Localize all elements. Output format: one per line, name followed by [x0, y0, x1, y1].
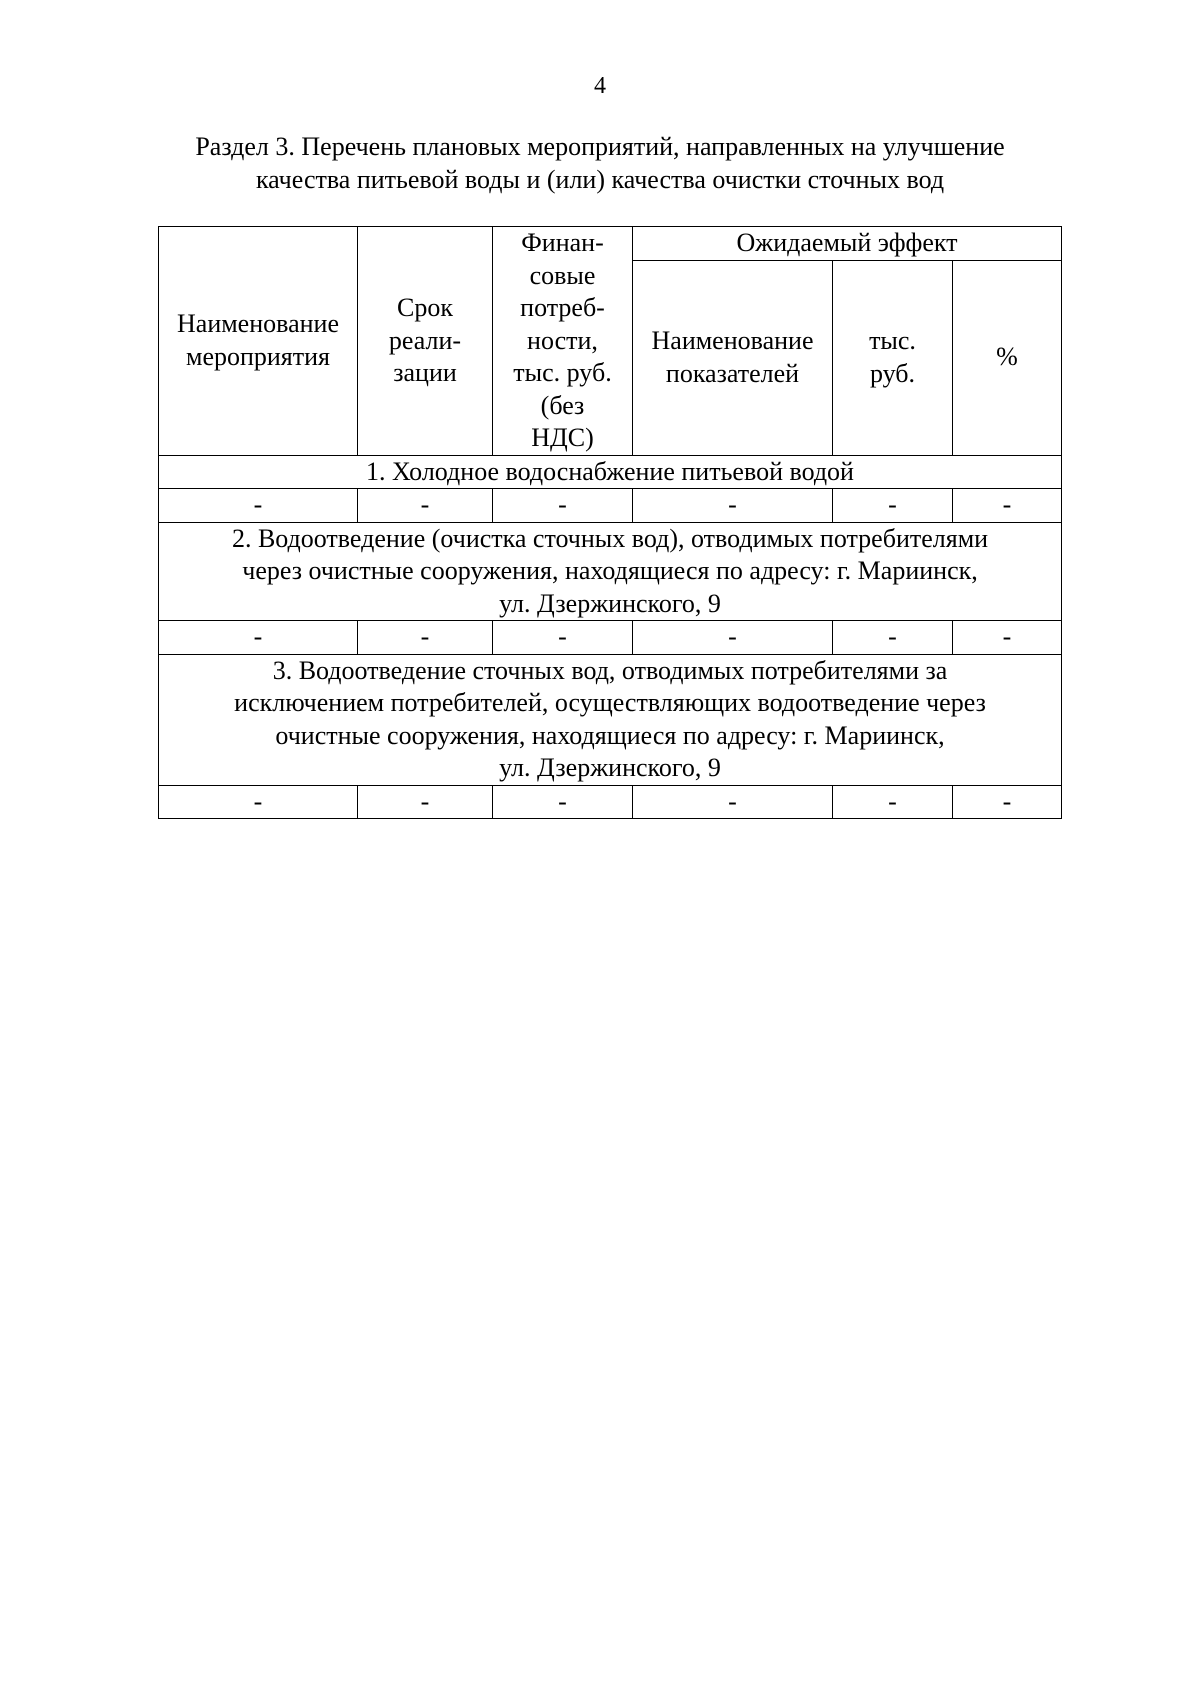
- table-cell: -: [953, 621, 1062, 655]
- table-cell: -: [833, 785, 953, 819]
- table-cell: -: [633, 785, 833, 819]
- table-cell: -: [358, 489, 493, 523]
- table-row: [159, 785, 1062, 819]
- header-text-line: зации: [393, 358, 457, 387]
- table-cell: -: [159, 489, 358, 523]
- section-text-line: 2. Водоотведение (очистка сточных вод), отводимых потребителями: [231, 523, 989, 553]
- section-row: [159, 654, 1062, 785]
- section-row: [159, 455, 1062, 489]
- table-cell: -: [358, 785, 493, 819]
- section-text-line: ул. Дзержинского, 9: [499, 753, 721, 782]
- section-row: [159, 522, 1062, 621]
- section-title-cell: [159, 455, 1062, 489]
- header-expected-effect: Ожидаемый эффект: [633, 227, 1062, 261]
- section-text-line: через очистные сооружения, находящиеся по адресу: г. Мариинск,: [242, 556, 978, 585]
- header-text-line: Срок: [397, 293, 453, 322]
- section-text-line: 3. Водоотведение сточных вод, отводимых потребителями за: [272, 655, 948, 685]
- section-title-cell: [159, 522, 1062, 621]
- section-text-line: исключением потребителей, осуществляющих водоотведение через: [234, 688, 986, 717]
- table-cell: -: [493, 785, 633, 819]
- table-cell: -: [358, 621, 493, 655]
- section-title: [150, 130, 1050, 196]
- header-row: [159, 227, 1062, 261]
- measures-table: [158, 226, 1062, 819]
- header-text-line: руб.: [869, 358, 916, 388]
- header-text-line: Наименование: [177, 309, 339, 339]
- section-text-line: ул. Дзержинского, 9: [499, 588, 721, 618]
- table-row: [159, 621, 1062, 655]
- header-text-line: тыс. руб.: [513, 358, 612, 387]
- table-cell: -: [159, 785, 358, 819]
- header-measure-name: [159, 227, 358, 456]
- section-text-line: 1. Холодное водоснабжение питьевой водой: [366, 456, 854, 486]
- header-text-line: потреб-: [520, 293, 605, 322]
- header-text-line: реали-: [388, 325, 462, 355]
- table-cell: -: [833, 621, 953, 655]
- table-cell: -: [953, 489, 1062, 523]
- table-cell: -: [953, 785, 1062, 819]
- table-cell: -: [633, 621, 833, 655]
- header-text-line: НДС): [531, 423, 594, 452]
- table-cell: -: [633, 489, 833, 523]
- header-text-line: показателей: [665, 358, 800, 388]
- table-cell: -: [493, 621, 633, 655]
- section-title-line: качества питьевой воды и (или) качества очистки сточных вод: [255, 165, 945, 194]
- header-term: [358, 227, 493, 456]
- header-text-line: тыс.: [869, 326, 916, 355]
- table-row: [159, 489, 1062, 523]
- header-indicator-name: [633, 260, 833, 455]
- table-cell: -: [159, 621, 358, 655]
- header-thousand-rub: [833, 260, 953, 455]
- header-text-line: (без: [540, 390, 585, 420]
- header-text-line: совые: [529, 260, 596, 290]
- page-number: 4: [594, 73, 606, 99]
- header-text-line: ности,: [527, 325, 598, 355]
- header-text-line: Финан-: [521, 228, 604, 257]
- table-cell: -: [833, 489, 953, 523]
- header-text-line: Наименование: [651, 326, 814, 355]
- header-text-line: мероприятия: [185, 341, 330, 371]
- section-title-line: Раздел 3. Перечень плановых мероприятий, направленных на улучшение: [195, 132, 1005, 161]
- header-finance: [493, 227, 633, 456]
- section-title-cell: [159, 654, 1062, 785]
- header-percent: %: [953, 260, 1062, 455]
- section-text-line: очистные сооружения, находящиеся по адресу: г. Мариинск,: [275, 720, 945, 750]
- table-cell: -: [493, 489, 633, 523]
